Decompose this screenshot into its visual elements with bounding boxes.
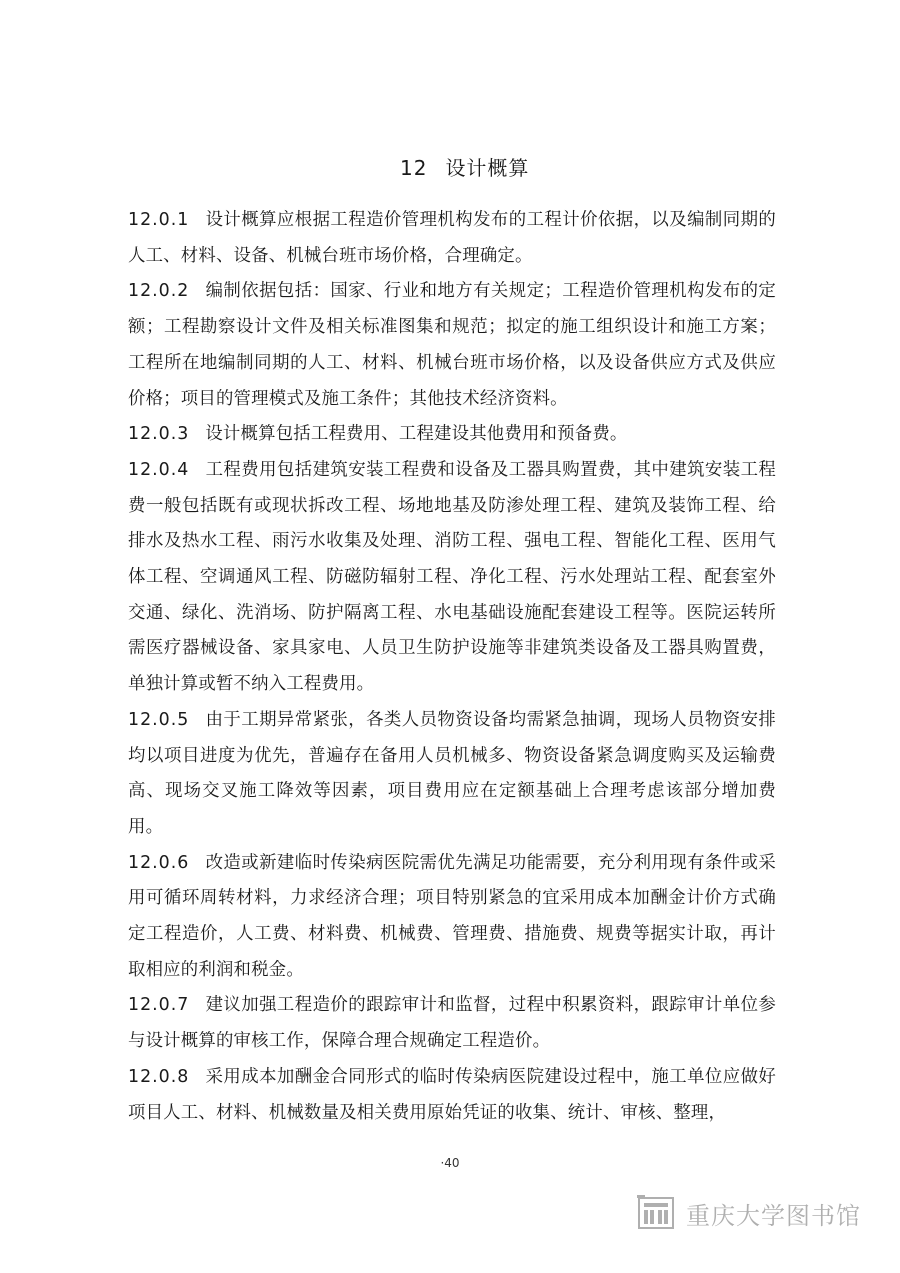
- clause-12-0-3: [128, 417, 776, 453]
- clause-12-0-1: [128, 203, 776, 274]
- clause-text: 采用成本加酬金合同形式的临时传染病医院建设过程中，施工单位应做好项目人工、材料、机械数量及相关费用原始凭证的收集、统计、审核、整理，: [128, 1066, 776, 1123]
- clause-number: 12.0.5: [128, 709, 190, 730]
- clause-number: 12.0.4: [128, 459, 190, 480]
- clause-number: 12.0.7: [128, 995, 190, 1016]
- clause-text: 设计概算应根据工程造价管理机构发布的工程计价依据，以及编制同期的人工、材料、设备、机械台班市场价格，合理确定。: [128, 210, 776, 266]
- page-number: ·40: [440, 1156, 460, 1170]
- clause-text: 改造或新建临时传染病医院需优先满足功能需要，充分利用现有条件或采用可循环周转材料，力求经济合理；项目特别紧急的宜采用成本加酬金计价方式确定工程造价，人工费、材料费、机械费、管理费、措施费、规费等据实计取，再计取相应的利润和税金。: [128, 852, 776, 980]
- library-logo-icon: [636, 1193, 676, 1233]
- clause-text: 编制依据包括：国家、行业和地方有关规定；工程造价管理机构发布的定额；工程勘察设计文件及相关标准图集和规范；拟定的施工组织设计和施工方案；工程所在地编制同期的人工、材料、机械台班市场价格，以及设备供应方式及供应价格；项目的管理模式及施工条件；其他技术经济资料。: [128, 281, 776, 409]
- clause-number: 12.0.3: [128, 424, 190, 445]
- chapter-number: 12: [399, 156, 428, 180]
- library-watermark: [636, 1192, 861, 1234]
- clause-text: 设计概算包括工程费用、工程建设其他费用和预备费。: [205, 424, 628, 445]
- clause-12-0-6: [128, 846, 776, 989]
- chapter-title: [0, 128, 900, 205]
- clause-number: 12.0.1: [128, 210, 190, 230]
- clause-number: 12.0.8: [128, 1066, 190, 1087]
- clause-12-0-7: [128, 988, 776, 1059]
- clause-12-0-2: [128, 274, 776, 417]
- clause-12-0-8: [128, 1060, 776, 1131]
- clause-text: 建议加强工程造价的跟踪审计和监督，过程中积累资料，跟踪审计单位参与设计概算的审核工作，保障合理合规确定工程造价。: [128, 995, 776, 1052]
- library-name: 重庆大学图书馆: [686, 1201, 861, 1230]
- clause-text: 由于工期异常紧张，各类人员物资设备均需紧急抽调，现场人员物资安排均以项目进度为优先，普遍存在备用人员机械多、物资设备紧急调度购买及运输费高、现场交叉施工降效等因素，项目费用应在定额基础上合理考虑该部分增加费用。: [128, 709, 776, 837]
- clause-number: 12.0.2: [128, 281, 190, 302]
- clause-12-0-4: [128, 453, 776, 703]
- chapter-title-text: 设计概算: [445, 156, 530, 180]
- clause-12-0-5: [128, 703, 776, 846]
- clause-text: 工程费用包括建筑安装工程费和设备及工器具购置费，其中建筑安装工程费一般包括既有或现状拆改工程、场地地基及防渗处理工程、建筑及装饰工程、给排水及热水工程、雨污水收集及处理、消防工程、强电工程、智能化工程、医用气体工程、空调通风工程、防磁防辐射工程、净化工程、污水处理站工程、配套室外交通、绿化、洗消场、防护隔离工程、水电基础设施配套建设工程等。医院运转所需医疗器械设备、家具家电、人员卫生防护设施等非建筑类设备及工器具购置费，单独计算或暂不纳入工程费用。: [128, 459, 776, 695]
- clause-number: 12.0.6: [128, 852, 190, 873]
- clause-list: [128, 203, 776, 1131]
